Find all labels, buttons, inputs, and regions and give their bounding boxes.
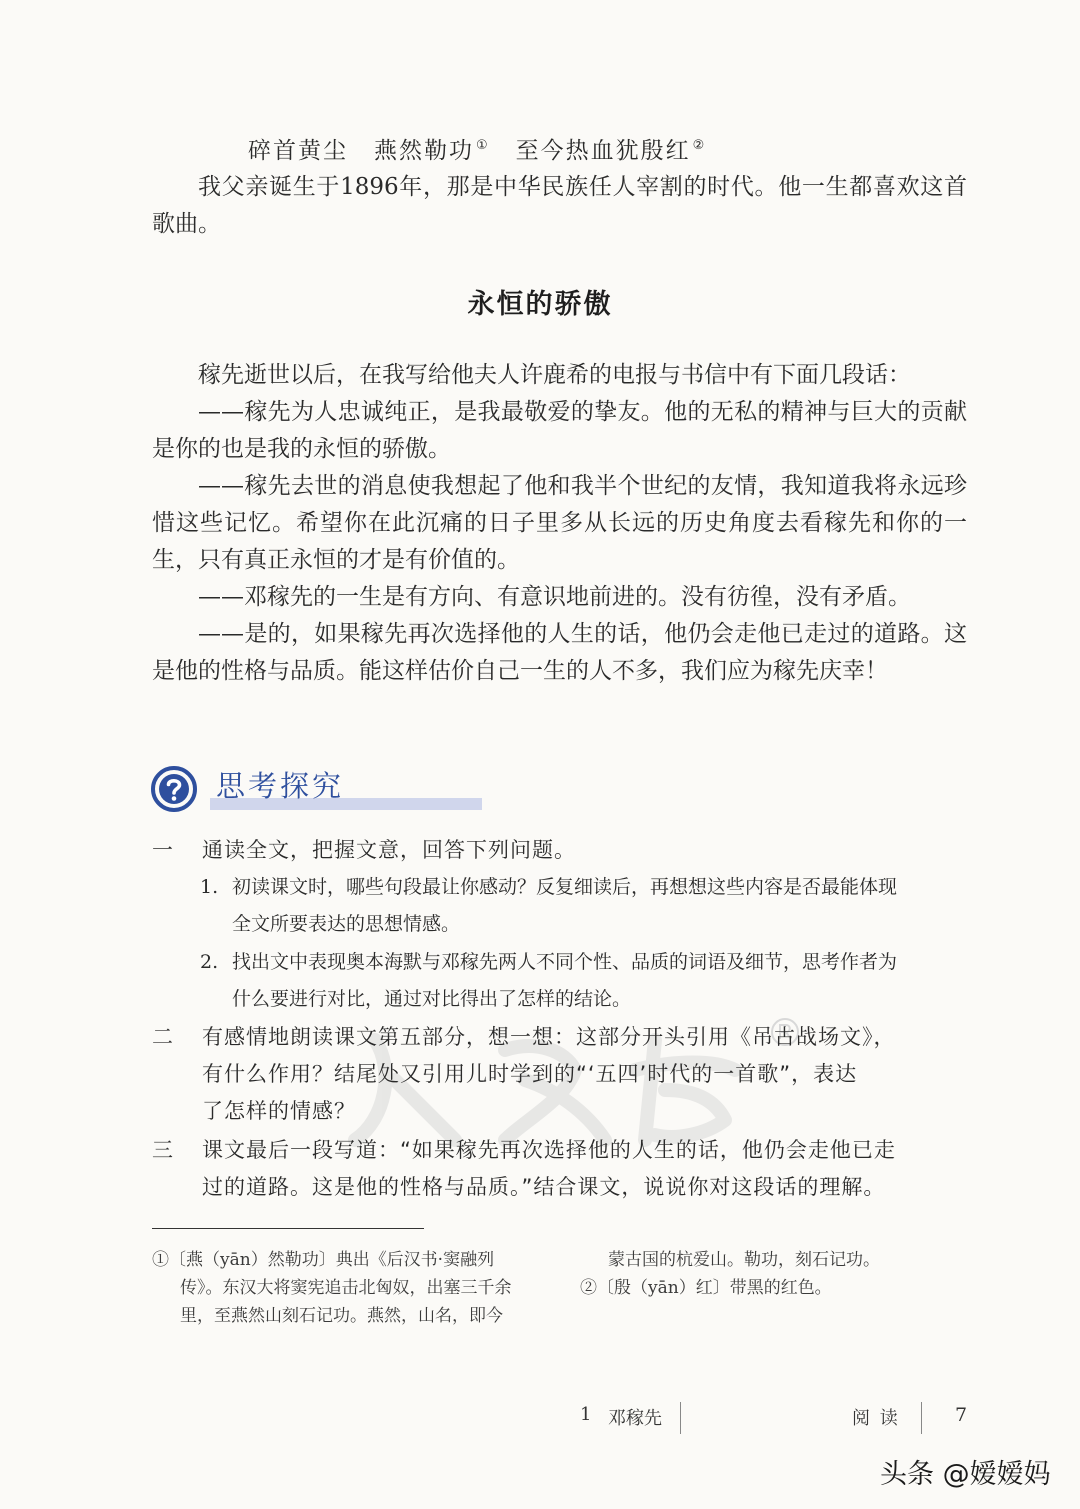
poem-part-3-text: 至今热血犹殷红 (515, 138, 691, 164)
footnote-divider (152, 1228, 424, 1229)
footer-lesson-number: 1 (580, 1404, 592, 1425)
footnote-marker-2: ② (692, 138, 707, 153)
exercise-number: 三 (152, 1138, 174, 1162)
sub-text-line: 找出文中表现奥本海默与邓稼先两人不同个性、品质的词语及细节，思考作者为 (232, 951, 898, 973)
section-paragraph: ——稼先为人忠诚纯正，是我最敬爱的挚友。他的无私的精神与巨大的贡献是你的也是我的永恒的骄傲。 (152, 399, 967, 462)
footnote-text-line: 里，至燕然山刻石记功。燕然，山名，即今 (180, 1306, 503, 1326)
footer-divider (680, 1402, 681, 1434)
footnote-right-column (580, 1246, 970, 1302)
sub-text-line: 全文所要表达的思想情感。 (232, 913, 461, 935)
intro-paragraph-block (152, 169, 967, 243)
poem-part-1: 碎首黄尘 (248, 138, 348, 164)
section-paragraph: ——稼先去世的消息使我想起了他和我半个世纪的友情，我知道我将永远珍惜这些记忆。希望你在此沉痛的日子里多从长远的历史角度去看稼先和你的一生，只有真正永恒的才是有价值的。 (152, 473, 967, 573)
footer-divider (921, 1402, 922, 1434)
think-section-title: 思考探究 (216, 769, 345, 803)
poem-part-2-text: 燕然勒功 (374, 138, 474, 164)
footnote-marker-1: ① (476, 138, 490, 153)
exercise-text-line: 了怎样的情感？ (202, 1099, 356, 1123)
page-number: 7 (955, 1404, 968, 1426)
exercise-number: 一 (152, 838, 174, 862)
footer-lesson-title: 邓稼先 (608, 1408, 662, 1429)
poem-part-3 (516, 138, 707, 164)
source-credit: 头条 @嫒嫒妈 (880, 1459, 1051, 1490)
exercise-3 (152, 1132, 967, 1206)
exercise-number: 二 (152, 1025, 174, 1049)
exercise-text-line: 过的道路。这是他的性格与品质。”结合课文，说说你对这段话的理解。 (202, 1175, 886, 1199)
sub-number: 1. (200, 876, 219, 898)
footnote-text-line: 蒙古国的杭爱山。勒功，刻石记功。 (608, 1250, 880, 1270)
exercise-text-line: 有感情地朗读课文第五部分，想一想：这部分开头引用《吊古战场文》， (202, 1025, 896, 1049)
footnote-text-line: 〔殷（yān）红〕带黑的红色。 (597, 1278, 832, 1298)
footnote-text-line: 〔燕（yān）然勒功〕典出《后汉书·窦融列 (169, 1250, 495, 1270)
footnote-1 (152, 1246, 552, 1330)
exercise-1-sub-1 (200, 869, 967, 943)
poem-part-2 (374, 138, 490, 164)
intro-paragraph: 我父亲诞生于1896年，那是中华民族任人宰割的时代。他一生都喜欢这首歌曲。 (152, 174, 967, 237)
footer-section-name: 阅 读 (852, 1408, 900, 1429)
sub-number: 2. (200, 951, 219, 973)
exercise-text: 通读全文，把握文意，回答下列问题。 (202, 838, 576, 862)
sub-text-line: 什么要进行对比，通过对比得出了怎样的结论。 (232, 988, 632, 1010)
sub-text-line: 初读课文时，哪些句段最让你感动？反复细读后，再想想这些内容是否最能体现 (232, 876, 898, 898)
poem-line (248, 132, 732, 165)
section-paragraph: ——是的，如果稼先再次选择他的人生的话，他仍会走他已走过的道路。这是他的性格与品质。能这样估价自己一生的人不多，我们应为稼先庆幸！ (152, 621, 967, 684)
section-paragraph: 稼先逝世以后，在我写给他夫人许鹿希的电报与书信中有下面几段话： (198, 362, 911, 388)
footnote-text-line: 传》。东汉大将窦宪追击北匈奴，出塞三千余 (180, 1278, 512, 1298)
exercise-1 (152, 832, 967, 869)
section-title: 永恒的骄傲 (467, 289, 613, 320)
footnote-number: ① (152, 1250, 169, 1270)
section-body (152, 357, 967, 690)
exercise-1-sub-2 (200, 944, 967, 1018)
section-paragraph: ——邓稼先的一生是有方向、有意识地前进的。没有彷徨，没有矛盾。 (198, 584, 911, 610)
question-mark-icon (150, 765, 198, 813)
exercise-2 (152, 1019, 967, 1130)
exercise-text-line: 有什么作用？结尾处又引用儿时学到的“‘五四’时代的一首歌”，表达 (202, 1062, 858, 1086)
exercise-text-line: 课文最后一段写道：“如果稼先再次选择他的人生的话，他仍会走他已走 (202, 1138, 896, 1162)
footnote-number: ② (580, 1278, 597, 1298)
